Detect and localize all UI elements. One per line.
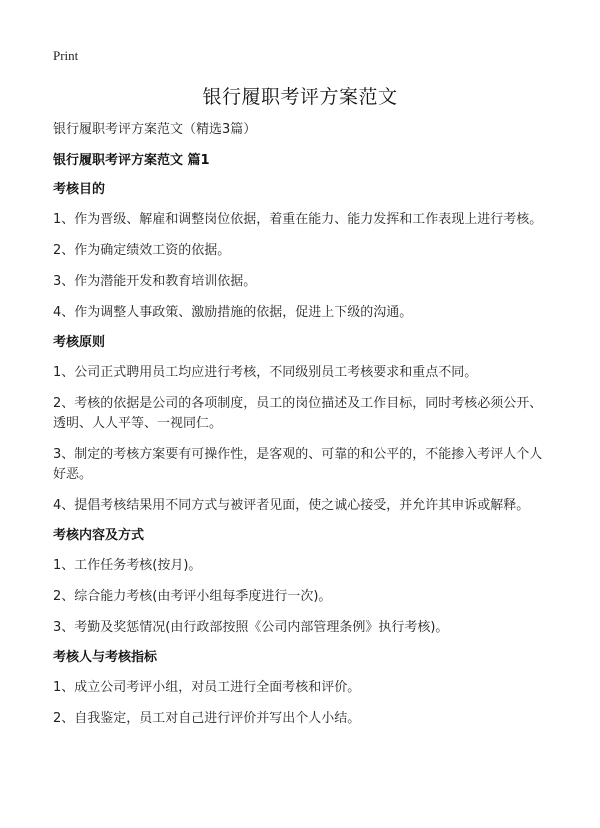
document-title: 银行履职考评方案范文: [202, 86, 398, 108]
section-heading: 考核目的: [53, 182, 106, 197]
paragraph: 1、公司正式聘用员工均应进行考核，不同级别员工考核要求和重点不同。: [53, 365, 478, 380]
print-link[interactable]: Print: [53, 48, 79, 63]
paragraph: 1、作为晋级、解雇和调整岗位依据，着重在能力、能力发挥和工作表现上进行考核。: [53, 212, 543, 227]
article-heading: 银行履职考评方案范文 篇1: [53, 153, 210, 168]
paragraph: 2、作为确定绩效工资的依据。: [53, 243, 231, 258]
paragraph: 2、综合能力考核(由考评小组每季度进行一次)。: [53, 589, 332, 604]
section-heading: 考核人与考核指标: [53, 650, 158, 665]
paragraph: 2、自我鉴定，员工对自己进行评价并写出个人小结。: [53, 711, 361, 726]
paragraph: 3、作为潜能开发和教育培训依据。: [53, 274, 257, 289]
document-subtitle: 银行履职考评方案范文（精选3篇）: [53, 122, 257, 137]
section-heading: 考核内容及方式: [53, 528, 145, 543]
paragraph: 3、考勤及奖惩情况(由行政部按照《公司内部管理条例》执行考核)。: [53, 620, 449, 635]
section-heading: 考核原则: [53, 335, 106, 350]
paragraph: 3、制定的考核方案要有可操作性，是客观的、可靠的和公平的，不能掺入考评人个人好恶。: [53, 447, 543, 482]
paragraph: 2、考核的依据是公司的各项制度，员工的岗位描述及工作目标，同时考核必须公开、透明、人人平等、一视同仁。: [53, 396, 543, 431]
paragraph: 1、成立公司考评小组，对员工进行全面考核和评价。: [53, 680, 361, 695]
paragraph: 1、工作任务考核(按月)。: [53, 558, 202, 573]
document-body: [53, 121, 555, 740]
paragraph: 4、作为调整人事政策、激励措施的依据，促进上下级的沟通。: [53, 305, 413, 320]
paragraph: 4、提倡考核结果用不同方式与被评者见面，使之诚心接受，并允许其申诉或解释。: [53, 498, 530, 513]
